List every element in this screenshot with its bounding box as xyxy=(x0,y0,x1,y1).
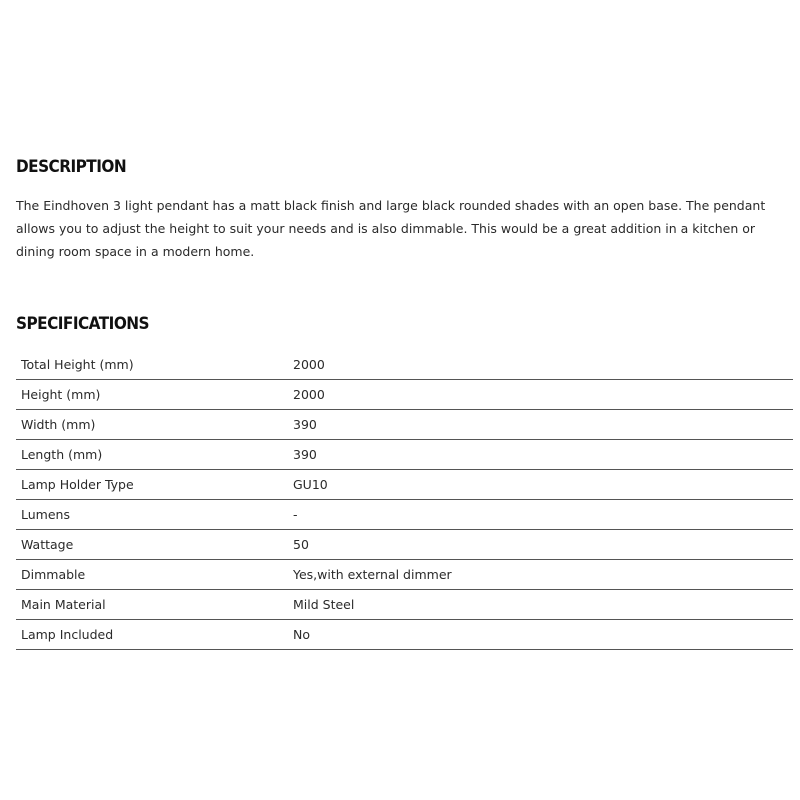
spec-label: Main Material xyxy=(16,590,288,620)
spec-value: No xyxy=(288,620,793,650)
table-row xyxy=(16,380,793,410)
spec-label: Lamp Included xyxy=(16,620,288,650)
table-row xyxy=(16,350,793,380)
spec-value: 390 xyxy=(288,440,793,470)
spec-label: Lamp Holder Type xyxy=(16,470,288,500)
table-row xyxy=(16,410,793,440)
table-row xyxy=(16,590,793,620)
spec-value: 2000 xyxy=(288,350,793,380)
table-row xyxy=(16,470,793,500)
spec-label: Width (mm) xyxy=(16,410,288,440)
description-text: The Eindhoven 3 light pendant has a matt black finish and large black rounded shades with an open base. The pendant allows you to adjust the height to suit your needs and is also dimmable. This would be a great addition in a kitchen or dining room space in a modern home. xyxy=(16,198,766,259)
table-row xyxy=(16,530,793,560)
spec-label: Total Height (mm) xyxy=(16,350,288,380)
description-heading: DESCRIPTION xyxy=(16,157,127,177)
spec-value: 390 xyxy=(288,410,793,440)
table-row xyxy=(16,500,793,530)
spec-label: Height (mm) xyxy=(16,380,288,410)
spec-value: - xyxy=(288,500,793,530)
spec-label: Dimmable xyxy=(16,560,288,590)
spec-label: Wattage xyxy=(16,530,288,560)
spec-value: Yes,with external dimmer xyxy=(288,560,793,590)
spec-value: 50 xyxy=(288,530,793,560)
table-row xyxy=(16,620,793,650)
spec-value: GU10 xyxy=(288,470,793,500)
table-row xyxy=(16,560,793,590)
spec-value: 2000 xyxy=(288,380,793,410)
table-row xyxy=(16,440,793,470)
spec-label: Lumens xyxy=(16,500,288,530)
spec-label: Length (mm) xyxy=(16,440,288,470)
specifications-table xyxy=(16,350,793,650)
specifications-heading: SPECIFICATIONS xyxy=(16,314,150,334)
spec-value: Mild Steel xyxy=(288,590,793,620)
